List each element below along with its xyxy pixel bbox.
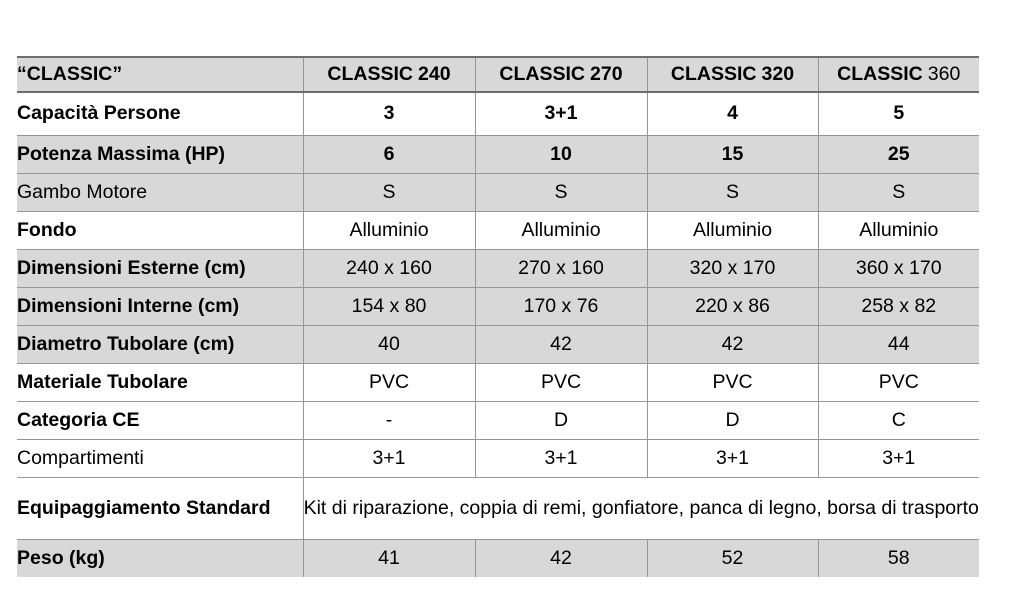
spec-value: 3+1 <box>647 439 818 477</box>
spec-value: PVC <box>647 363 818 401</box>
spec-value: 52 <box>647 539 818 577</box>
table-row-diametro-tubolare <box>17 325 979 363</box>
spec-value: - <box>303 401 475 439</box>
table-row-potenza-massima <box>17 135 979 173</box>
spec-value: 258 x 82 <box>818 287 979 325</box>
table-row-materiale-tubolare <box>17 363 979 401</box>
spec-value: Alluminio <box>818 211 979 249</box>
column-header-classic-360 <box>818 57 979 92</box>
model-name: CLASSIC <box>670 63 757 85</box>
row-label: Fondo <box>17 218 77 241</box>
spec-value: 42 <box>475 539 647 577</box>
row-label: Dimensioni Esterne (cm) <box>17 249 303 287</box>
spec-value: D <box>475 401 647 439</box>
row-label: Gambo Motore <box>17 173 303 211</box>
spec-value: 6 <box>303 135 475 173</box>
table-title: “CLASSIC” <box>17 57 303 92</box>
row-label: Equipaggiamento Standard <box>17 496 271 519</box>
spec-value: 5 <box>818 92 979 135</box>
spec-value: D <box>647 401 818 439</box>
spec-value: 240 x 160 <box>303 249 475 287</box>
spec-value: S <box>647 173 818 211</box>
spec-value: 42 <box>647 325 818 363</box>
spec-value: Alluminio <box>475 211 647 249</box>
model-number: 270 <box>590 63 623 85</box>
spec-value: S <box>303 173 475 211</box>
spec-value: 360 x 170 <box>818 249 979 287</box>
spec-value: PVC <box>818 363 979 401</box>
row-label: Potenza Massima (HP) <box>17 135 303 173</box>
row-label: Dimensioni Interne (cm) <box>17 287 303 325</box>
spec-value: 25 <box>818 135 979 173</box>
model-name: CLASSIC <box>327 63 414 85</box>
spec-value: 15 <box>647 135 818 173</box>
table-row-capacita-persone <box>17 92 979 135</box>
spec-value: 270 x 160 <box>475 249 647 287</box>
column-header-classic-270 <box>475 57 647 92</box>
spec-value: 40 <box>303 325 475 363</box>
model-number: 320 <box>761 63 795 85</box>
spec-value: 10 <box>475 135 647 173</box>
specs-table <box>17 56 979 577</box>
model-name: CLASSIC <box>499 63 586 85</box>
column-header-classic-240 <box>303 57 475 92</box>
model-number: 360 <box>927 63 961 85</box>
table-row-dimensioni-interne <box>17 287 979 325</box>
equipment-list: Kit di riparazione, coppia di remi, gonfiatore, panca di legno, borsa di trasporto <box>303 477 979 539</box>
spec-value: S <box>818 173 979 211</box>
spec-value: PVC <box>475 363 647 401</box>
spec-value: 42 <box>475 325 647 363</box>
table-row-gambo-motore <box>17 173 979 211</box>
header-row <box>17 57 979 92</box>
spec-value: 170 x 76 <box>475 287 647 325</box>
spec-value: 220 x 86 <box>647 287 818 325</box>
row-label: Compartimenti <box>17 446 144 469</box>
table-row-categoria-ce <box>17 401 979 439</box>
spec-value: 3 <box>303 92 475 135</box>
row-label: Peso (kg) <box>17 539 303 577</box>
spec-value: 4 <box>647 92 818 135</box>
spec-value: 41 <box>303 539 475 577</box>
spec-value: 3+1 <box>475 439 647 477</box>
model-number: 240 <box>418 63 451 85</box>
row-label: Diametro Tubolare (cm) <box>17 325 303 363</box>
spec-value: S <box>475 173 647 211</box>
model-name: CLASSIC <box>837 63 923 85</box>
table-row-peso <box>17 539 979 577</box>
spec-value: Alluminio <box>303 211 475 249</box>
spec-value: PVC <box>303 363 475 401</box>
table-row-compartimenti <box>17 439 979 477</box>
column-header-classic-320 <box>647 57 818 92</box>
spec-value: 3+1 <box>303 439 475 477</box>
spec-value: 58 <box>818 539 979 577</box>
row-label: Categoria CE <box>17 408 140 431</box>
table-row-dimensioni-esterne <box>17 249 979 287</box>
spec-value: 3+1 <box>818 439 979 477</box>
spec-value: 320 x 170 <box>647 249 818 287</box>
row-label: Materiale Tubolare <box>17 370 188 393</box>
spec-value: Alluminio <box>647 211 818 249</box>
spec-value: C <box>818 401 979 439</box>
table-row-fondo <box>17 211 979 249</box>
spec-value: 154 x 80 <box>303 287 475 325</box>
spec-value: 44 <box>818 325 979 363</box>
row-label: Capacità Persone <box>17 102 181 125</box>
spec-value: 3+1 <box>475 92 647 135</box>
table-row-equipaggiamento-standard <box>17 477 979 539</box>
